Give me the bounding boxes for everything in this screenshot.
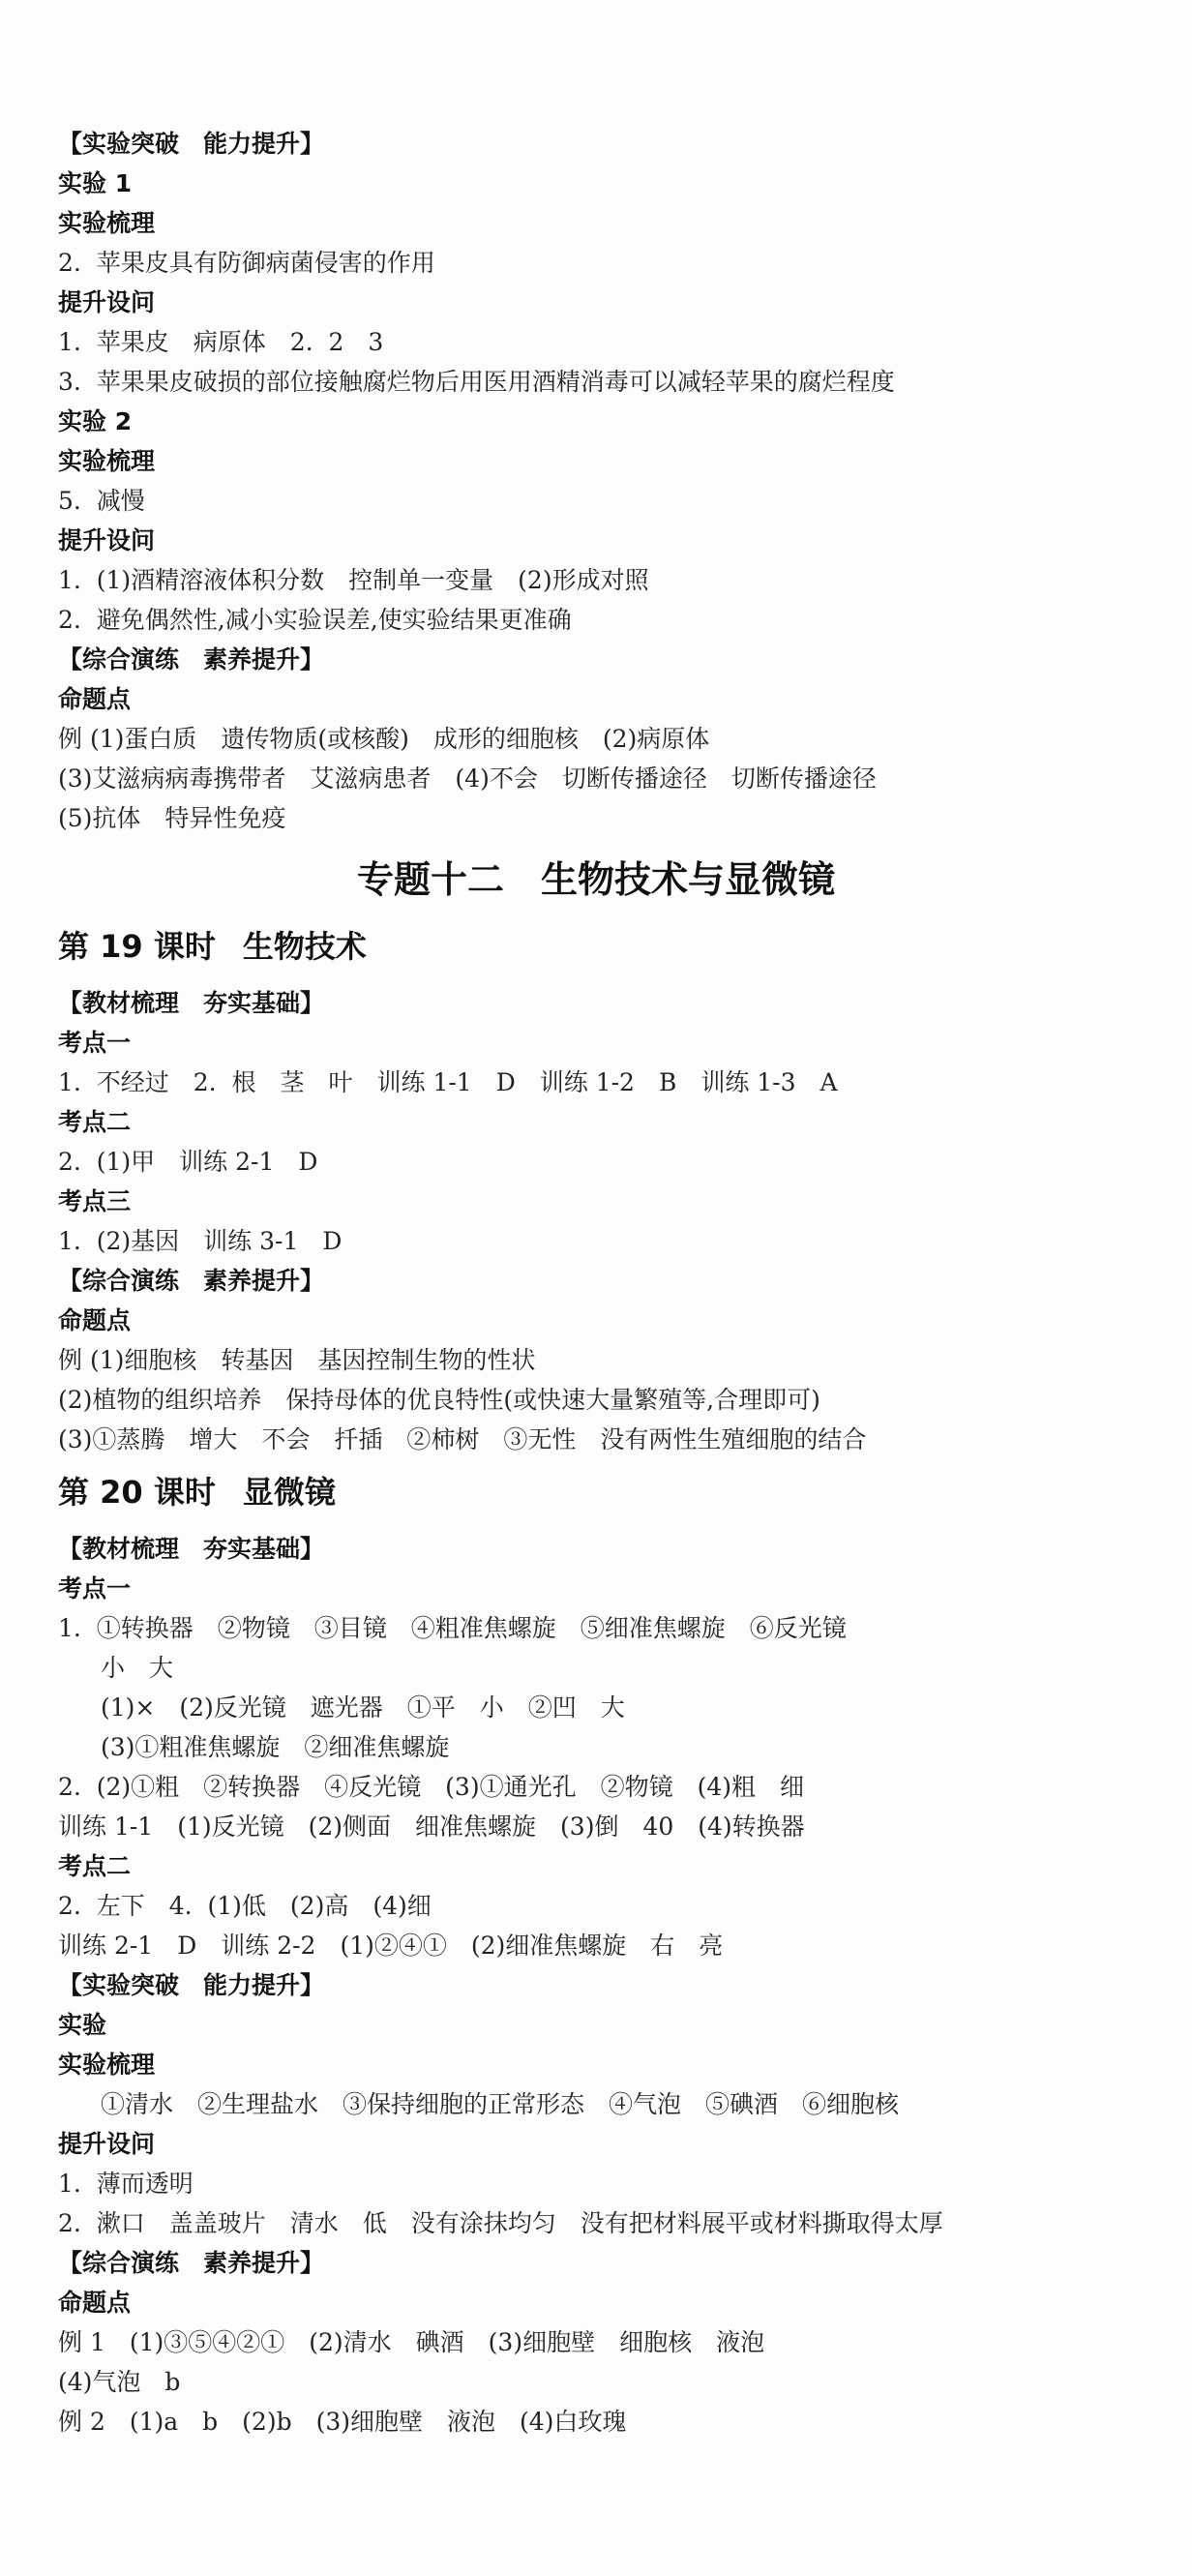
lesson-20-answers [58,1529,1134,2441]
answer-line: 2. 左下 4. (1)低 (2)高 (4)细 [58,1892,432,1920]
answer-line: (2)植物的组织培养 保持母体的优良特性(或快速大量繁殖等,合理即可) [58,1386,820,1414]
section-heading: 命题点 [58,2289,132,2317]
chapter-title: 专题十二 生物技术与显微镜 [356,858,835,901]
experiment-section-block [58,124,1134,838]
answer-line: (1)× (2)反光镜 遮光器 ①平 小 ②凹 大 [101,1693,625,1722]
answer-line: 2. 漱口 盖盖玻片 清水 低 没有涂抹均匀 没有把材料展平或材料撕取得太厚 [58,2209,943,2237]
answer-line: 1. (1)酒精溶液体积分数 控制单一变量 (2)形成对照 [58,566,649,594]
section-heading: 【实验突破 能力提升】 [58,1971,325,1999]
section-heading: 考点二 [58,1852,132,1880]
answer-line: 例 2 (1)a b (2)b (3)细胞壁 液泡 (4)白玫瑰 [58,2408,627,2436]
section-heading: 命题点 [58,685,132,713]
answer-line: (4)气泡 b [58,2368,181,2396]
answer-line: 例 (1)细胞核 转基因 基因控制生物的性状 [58,1346,536,1374]
section-heading: 实验 2 [58,407,133,435]
answer-line: 2. 苹果皮具有防御病菌侵害的作用 [58,249,435,277]
section-heading: 【实验突破 能力提升】 [58,130,325,158]
answer-line: 2. 避免偶然性,减小实验误差,使实验结果更准确 [58,606,572,634]
section-heading: 考点一 [58,1574,132,1603]
section-heading: 实验 [58,2011,107,2039]
section-heading: 考点一 [58,1029,132,1057]
section-heading: 提升设问 [58,288,156,316]
answer-line: (3)①粗准焦螺旋 ②细准焦螺旋 [101,1733,450,1761]
answer-line: 例 (1)蛋白质 遗传物质(或核酸) 成形的细胞核 (2)病原体 [58,725,710,753]
section-heading: 实验梳理 [58,209,156,237]
answer-line: 训练 2-1 D 训练 2-2 (1)②④① (2)细准焦螺旋 右 亮 [58,1932,724,1960]
answer-line: 例 1 (1)③⑤④②① (2)清水 碘酒 (3)细胞壁 细胞核 液泡 [58,2328,765,2356]
answer-line: 2. (2)①粗 ②转换器 ④反光镜 (3)①通光孔 ②物镜 (4)粗 细 [58,1773,804,1801]
section-heading: 【教材梳理 夯实基础】 [58,1535,325,1563]
answer-line: 1. 不经过 2. 根 茎 叶 训练 1-1 D 训练 1-2 B 训练 1-3 A [58,1068,838,1096]
section-heading: 提升设问 [58,2130,156,2158]
section-heading: 考点三 [58,1187,132,1215]
answer-line: 1. 苹果皮 病原体 2. 2 3 [58,328,384,356]
answer-line: 1. ①转换器 ②物镜 ③目镜 ④粗准焦螺旋 ⑤细准焦螺旋 ⑥反光镜 [58,1614,847,1642]
section-heading: 提升设问 [58,526,156,554]
section-heading: 实验 1 [58,169,133,197]
lesson-19-heading [58,917,1134,975]
lesson-19-answers [58,983,1134,1459]
answer-line: ①清水 ②生理盐水 ③保持细胞的正常形态 ④气泡 ⑤碘酒 ⑥细胞核 [101,2090,900,2118]
answer-line: (3)艾滋病病毒携带者 艾滋病患者 (4)不会 切断传播途径 切断传播途径 [58,764,877,793]
lesson-number: 第 20 课时 [58,1474,216,1511]
section-heading: 【教材梳理 夯实基础】 [58,989,325,1017]
lesson-title: 显微镜 [242,1474,336,1511]
answer-line: 小 大 [101,1654,174,1682]
lesson-20-heading [58,1463,1134,1521]
answer-line: 1. 薄而透明 [58,2170,194,2198]
section-heading: 【综合演练 素养提升】 [58,2249,325,2277]
answer-line: (3)①蒸腾 增大 不会 扦插 ②柿树 ③无性 没有两性生殖细胞的结合 [58,1425,867,1453]
answer-line: 1. (2)基因 训练 3-1 D [58,1227,343,1255]
answer-line: 3. 苹果果皮破损的部位接触腐烂物后用医用酒精消毒可以减轻苹果的腐烂程度 [58,368,895,396]
section-heading: 考点二 [58,1108,132,1136]
section-heading: 【综合演练 素养提升】 [58,645,325,674]
answer-line: (5)抗体 特异性免疫 [58,804,286,832]
answer-line: 5. 减慢 [58,487,145,515]
section-heading: 【综合演练 素养提升】 [58,1267,325,1295]
answer-line: 训练 1-1 (1)反光镜 (2)侧面 细准焦螺旋 (3)倒 40 (4)转换器 [58,1812,805,1841]
lesson-number: 第 19 课时 [58,928,216,965]
lesson-title: 生物技术 [242,928,367,965]
section-heading: 实验梳理 [58,2051,156,2079]
section-heading: 实验梳理 [58,447,156,475]
section-heading: 命题点 [58,1306,132,1334]
answer-line: 2. (1)甲 训练 2-1 D [58,1148,318,1176]
